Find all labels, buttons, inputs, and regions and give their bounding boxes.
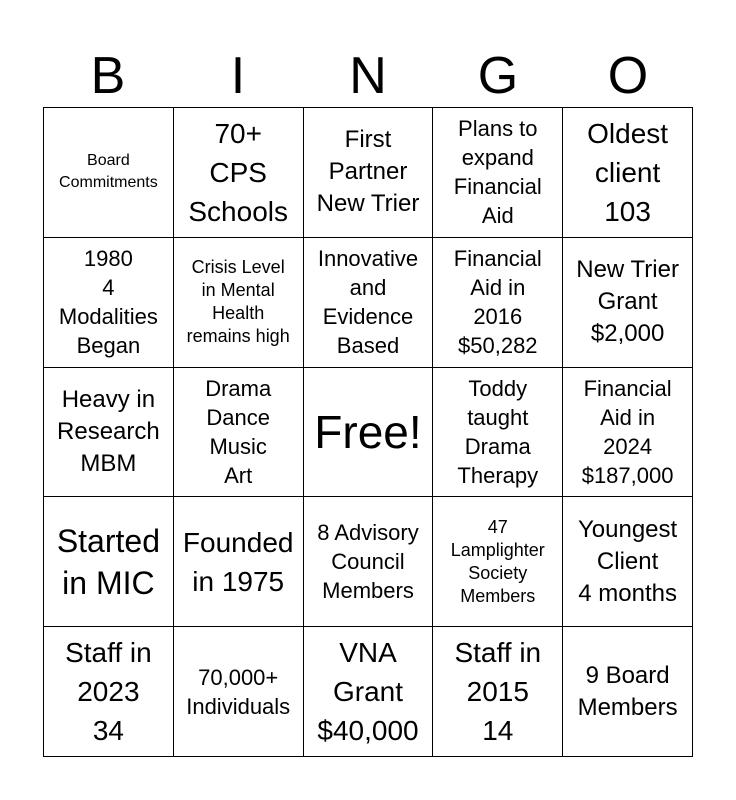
header-letter-o: O <box>607 47 649 105</box>
bingo-cell-r1-c1[interactable]: Board Commitments <box>44 108 174 238</box>
bingo-cell-r5-c4[interactable]: Staff in 2015 14 <box>433 627 563 757</box>
bingo-cell-r3-c1[interactable]: Heavy in Research MBM <box>44 368 174 498</box>
bingo-cell-r1-c3[interactable]: First Partner New Trier <box>304 108 434 238</box>
bingo-cell-r3-c4[interactable]: Toddy taught Drama Therapy <box>433 368 563 498</box>
header-letter-n: N <box>349 47 387 105</box>
bingo-cell-r4-c4[interactable]: 47 Lamplighter Society Members <box>433 497 563 627</box>
header-letter-g: G <box>477 47 519 105</box>
bingo-cell-r4-c3[interactable]: 8 Advisory Council Members <box>304 497 434 627</box>
bingo-cell-r2-c3[interactable]: Innovative and Evidence Based <box>304 238 434 368</box>
bingo-cell-r2-c1[interactable]: 1980 4 Modalities Began <box>44 238 174 368</box>
bingo-cell-r2-c2[interactable]: Crisis Level in Mental Health remains high <box>174 238 304 368</box>
header-letter-b: B <box>90 47 126 105</box>
bingo-cell-r5-c1[interactable]: Staff in 2023 34 <box>44 627 174 757</box>
bingo-cell-r5-c2[interactable]: 70,000+ Individuals <box>174 627 304 757</box>
bingo-header <box>43 46 693 106</box>
bingo-cell-r3-c2[interactable]: Drama Dance Music Art <box>174 368 304 498</box>
bingo-cell-r4-c1[interactable]: Started in MIC <box>44 497 174 627</box>
bingo-cell-r2-c5[interactable]: New Trier Grant $2,000 <box>563 238 693 368</box>
bingo-cell-r3-c5[interactable]: Financial Aid in 2024 $187,000 <box>563 368 693 498</box>
bingo-cell-r4-c5[interactable]: Youngest Client 4 months <box>563 497 693 627</box>
bingo-cell-r1-c5[interactable]: Oldest client 103 <box>563 108 693 238</box>
bingo-cell-r1-c2[interactable]: 70+ CPS Schools <box>174 108 304 238</box>
bingo-cell-r5-c5[interactable]: 9 Board Members <box>563 627 693 757</box>
bingo-cell-r2-c4[interactable]: Financial Aid in 2016 $50,282 <box>433 238 563 368</box>
bingo-cell-r4-c2[interactable]: Founded in 1975 <box>174 497 304 627</box>
bingo-cell-r5-c3[interactable]: VNA Grant $40,000 <box>304 627 434 757</box>
bingo-grid <box>43 107 693 757</box>
bingo-cell-free[interactable]: Free! <box>304 368 434 498</box>
header-letter-i: I <box>230 47 246 105</box>
bingo-cell-r1-c4[interactable]: Plans to expand Financial Aid <box>433 108 563 238</box>
